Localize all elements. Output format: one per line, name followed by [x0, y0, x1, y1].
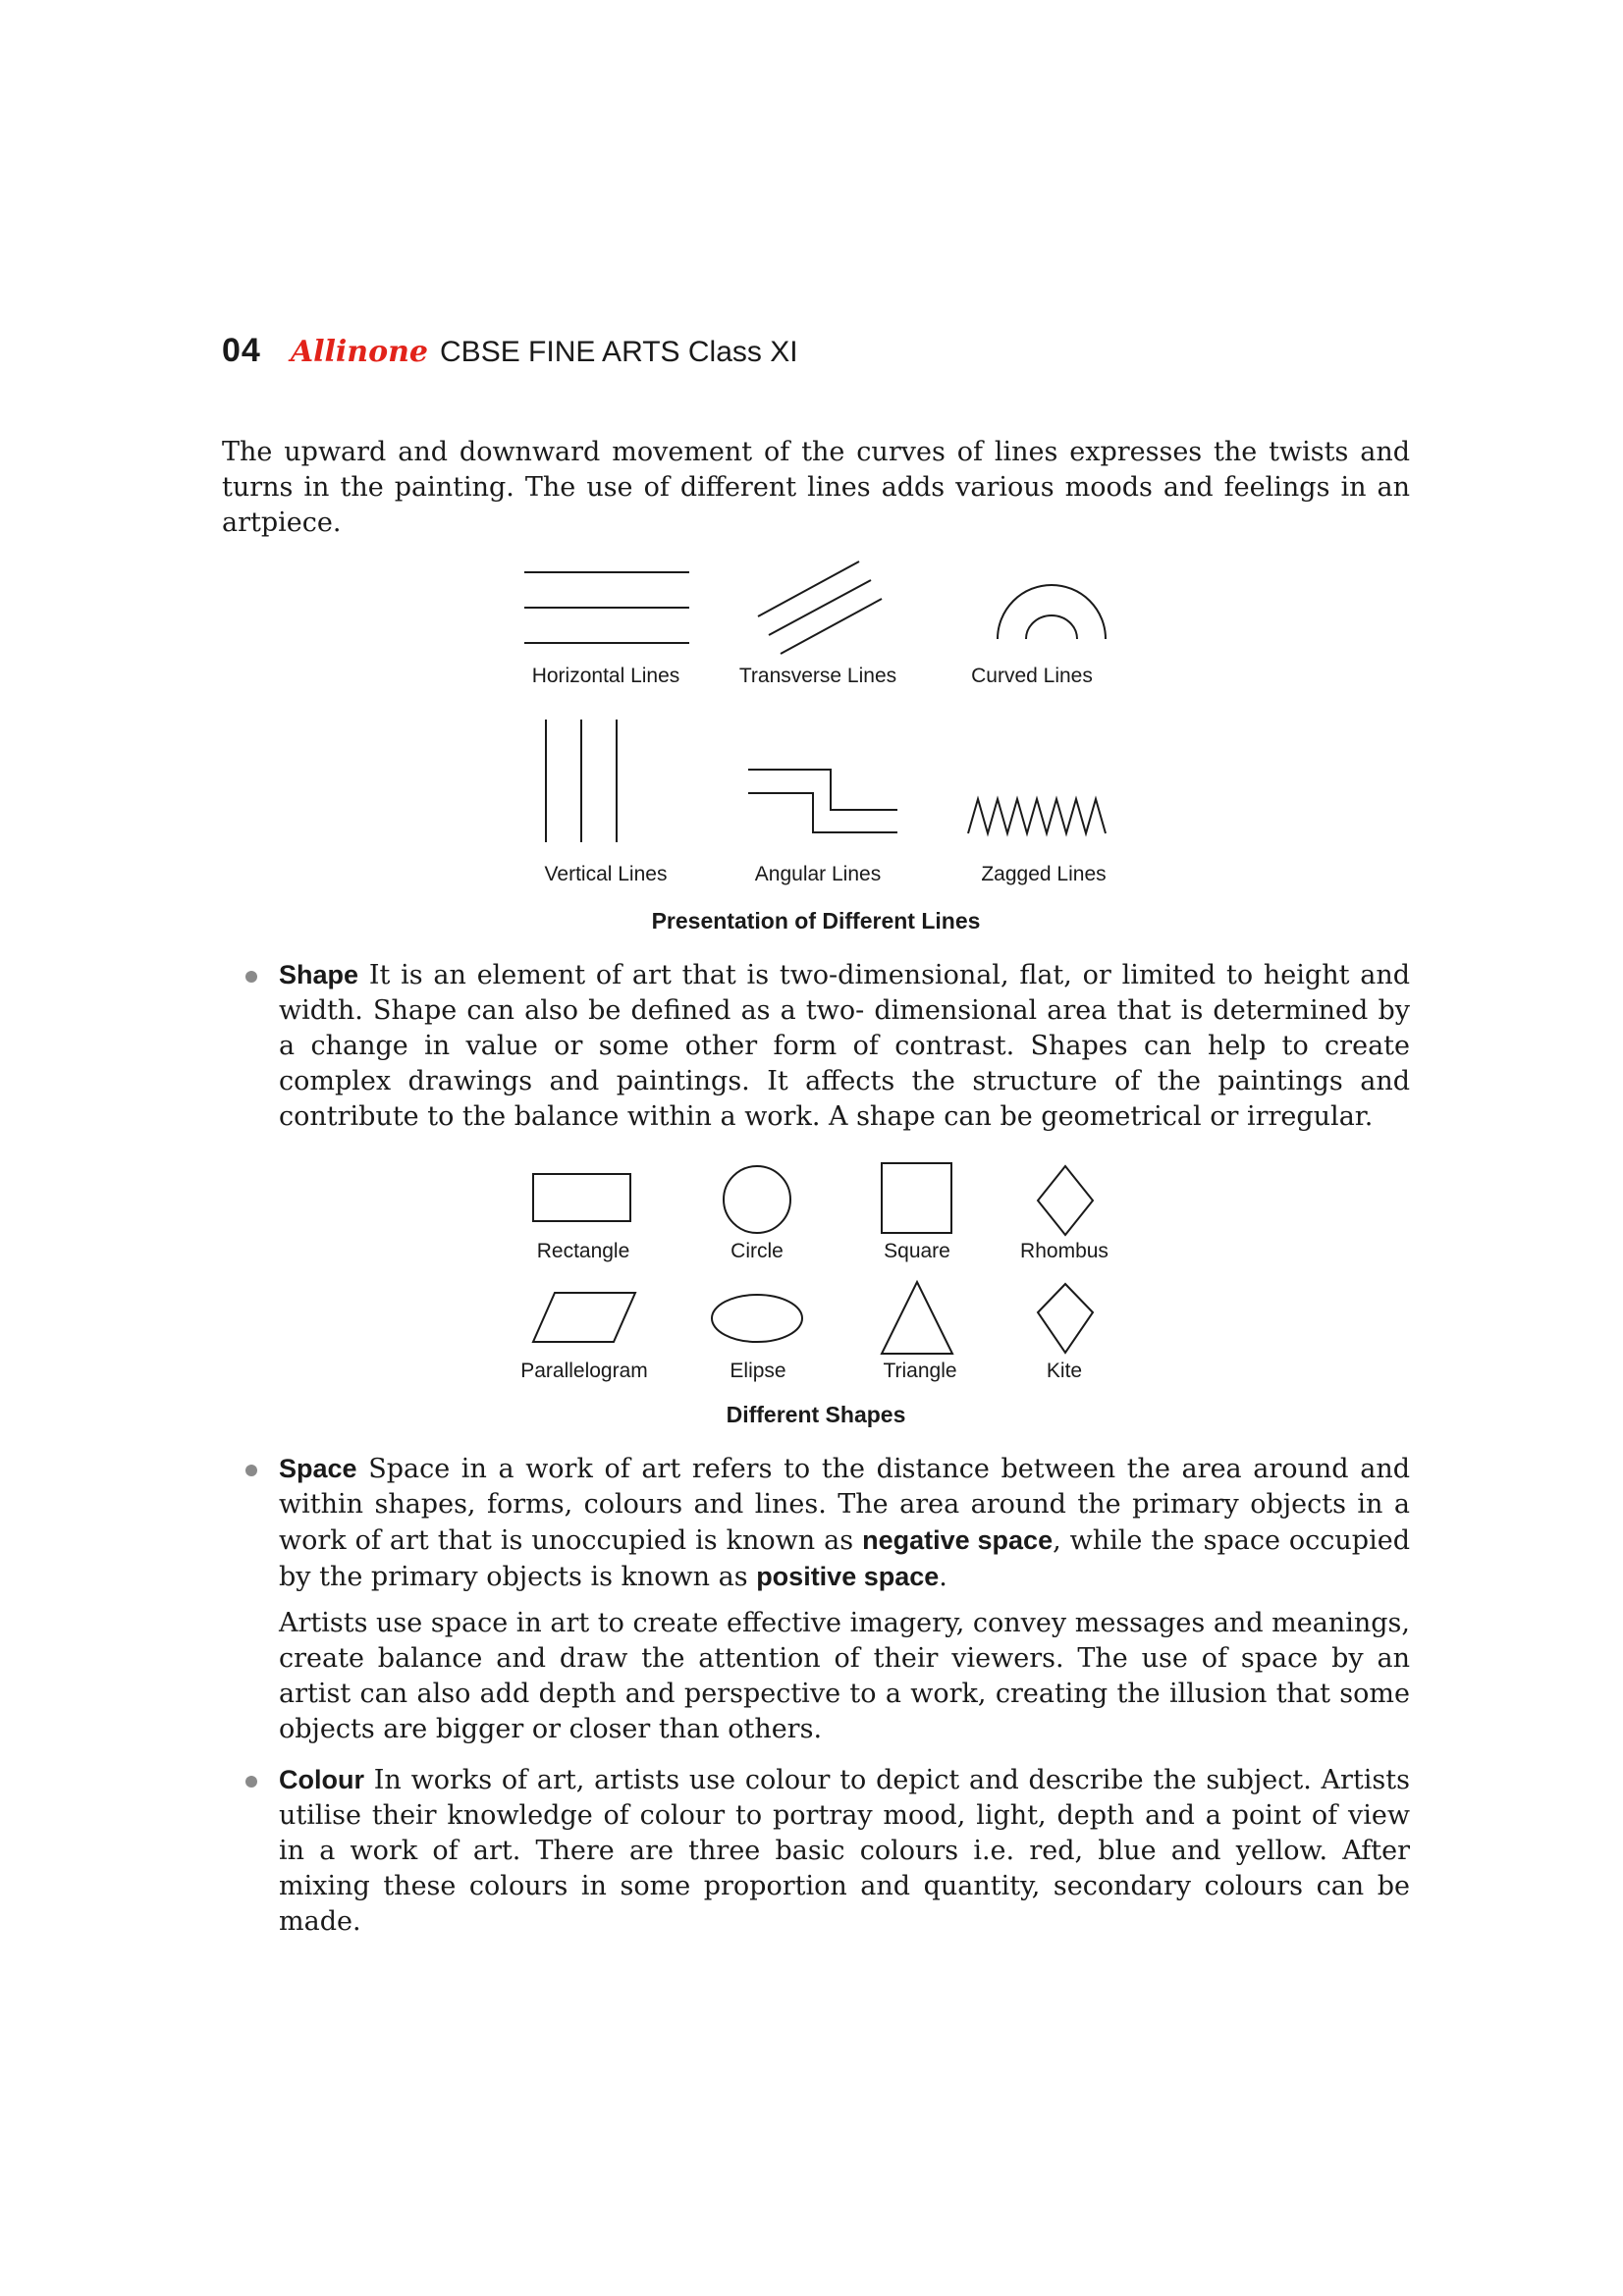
label-curved-lines: Curved Lines [971, 665, 1093, 687]
shape-term: Shape [279, 960, 359, 989]
label-parallelogram: Parallelogram [520, 1360, 648, 1382]
page-number: 04 [222, 332, 261, 369]
triangle-drawing [882, 1282, 952, 1354]
space-text-2: , while the space occupied by the primary objects is known as [279, 1525, 1410, 1592]
label-elipse: Elipse [730, 1360, 786, 1382]
rhombus-drawing [1038, 1166, 1093, 1235]
space-term: Space [279, 1454, 357, 1483]
colour-term: Colour [279, 1765, 364, 1794]
label-transverse-lines: Transverse Lines [738, 665, 897, 687]
label-triangle: Triangle [883, 1360, 957, 1382]
label-zagged-lines: Zagged Lines [981, 863, 1107, 885]
label-kite: Kite [1046, 1360, 1083, 1382]
lines-figure-caption: Presentation of Different Lines [651, 908, 981, 934]
label-rectangle: Rectangle [536, 1240, 630, 1262]
elipse-drawing [712, 1295, 802, 1342]
space-paragraph-2: Artists use space in art to create effective imagery, convey messages and meanings, create balance and draw the attention of their viewers. The use of space by an artist can also add depth and perspective to a work, creating the illusion that some objects are bigger or closer than others. [279, 1608, 1410, 1744]
kite-drawing [1038, 1284, 1093, 1353]
rectangle-drawing [533, 1174, 630, 1221]
book-title: CBSE FINE ARTS Class XI [440, 336, 798, 368]
square-drawing [882, 1163, 951, 1233]
space-paragraph [279, 1451, 1410, 1595]
label-angular-lines: Angular Lines [754, 863, 882, 885]
circle-drawing [724, 1166, 790, 1233]
bullet-icon [245, 1465, 257, 1476]
label-rhombus: Rhombus [1020, 1240, 1109, 1262]
label-vertical-lines: Vertical Lines [544, 863, 668, 885]
brand-logo: Allinone [290, 335, 429, 369]
label-square: Square [884, 1240, 950, 1262]
bullet-icon [245, 1776, 257, 1788]
space-text-1: Space in a work of art refers to the distance between the area around and within shapes, forms, colours and lines. The area around the primary objects in a work of art that is unoccupied is known as [279, 1454, 1410, 1556]
positive-space-term: positive space [756, 1562, 940, 1591]
colour-text: In works of art, artists use colour to depict and describe the subject. Artists utilise their knowledge of colour to portray mood, light, depth and a point of view in a work of art. There are three basic colours i.e. red, blue and yellow. After mixing these colours in some proportion and quantity, secondary colours can be made. [279, 1765, 1410, 1937]
negative-space-term: negative space [862, 1525, 1054, 1555]
label-circle: Circle [730, 1240, 784, 1262]
shapes-figure-caption: Different Shapes [726, 1402, 906, 1427]
label-horizontal-lines: Horizontal Lines [531, 665, 680, 687]
intro-paragraph: The upward and downward movement of the curves of lines expresses the twists and turns in the painting. The use of different lines adds various moods and feelings in an artpiece. [222, 437, 1410, 538]
parallelogram-drawing [533, 1293, 635, 1342]
colour-paragraph [279, 1762, 1410, 1940]
shape-text: It is an element of art that is two-dimensional, flat, or limited to height and width. Shape can also be defined as a two- dimensional area that is determined by a change in value or some other form of contrast. Shapes can help to create complex drawings and paintings. It affects the structure of the paintings and contribute to the balance within a work. A shape can be geometrical or irregular. [279, 960, 1410, 1132]
space-text-3: . [939, 1562, 947, 1592]
